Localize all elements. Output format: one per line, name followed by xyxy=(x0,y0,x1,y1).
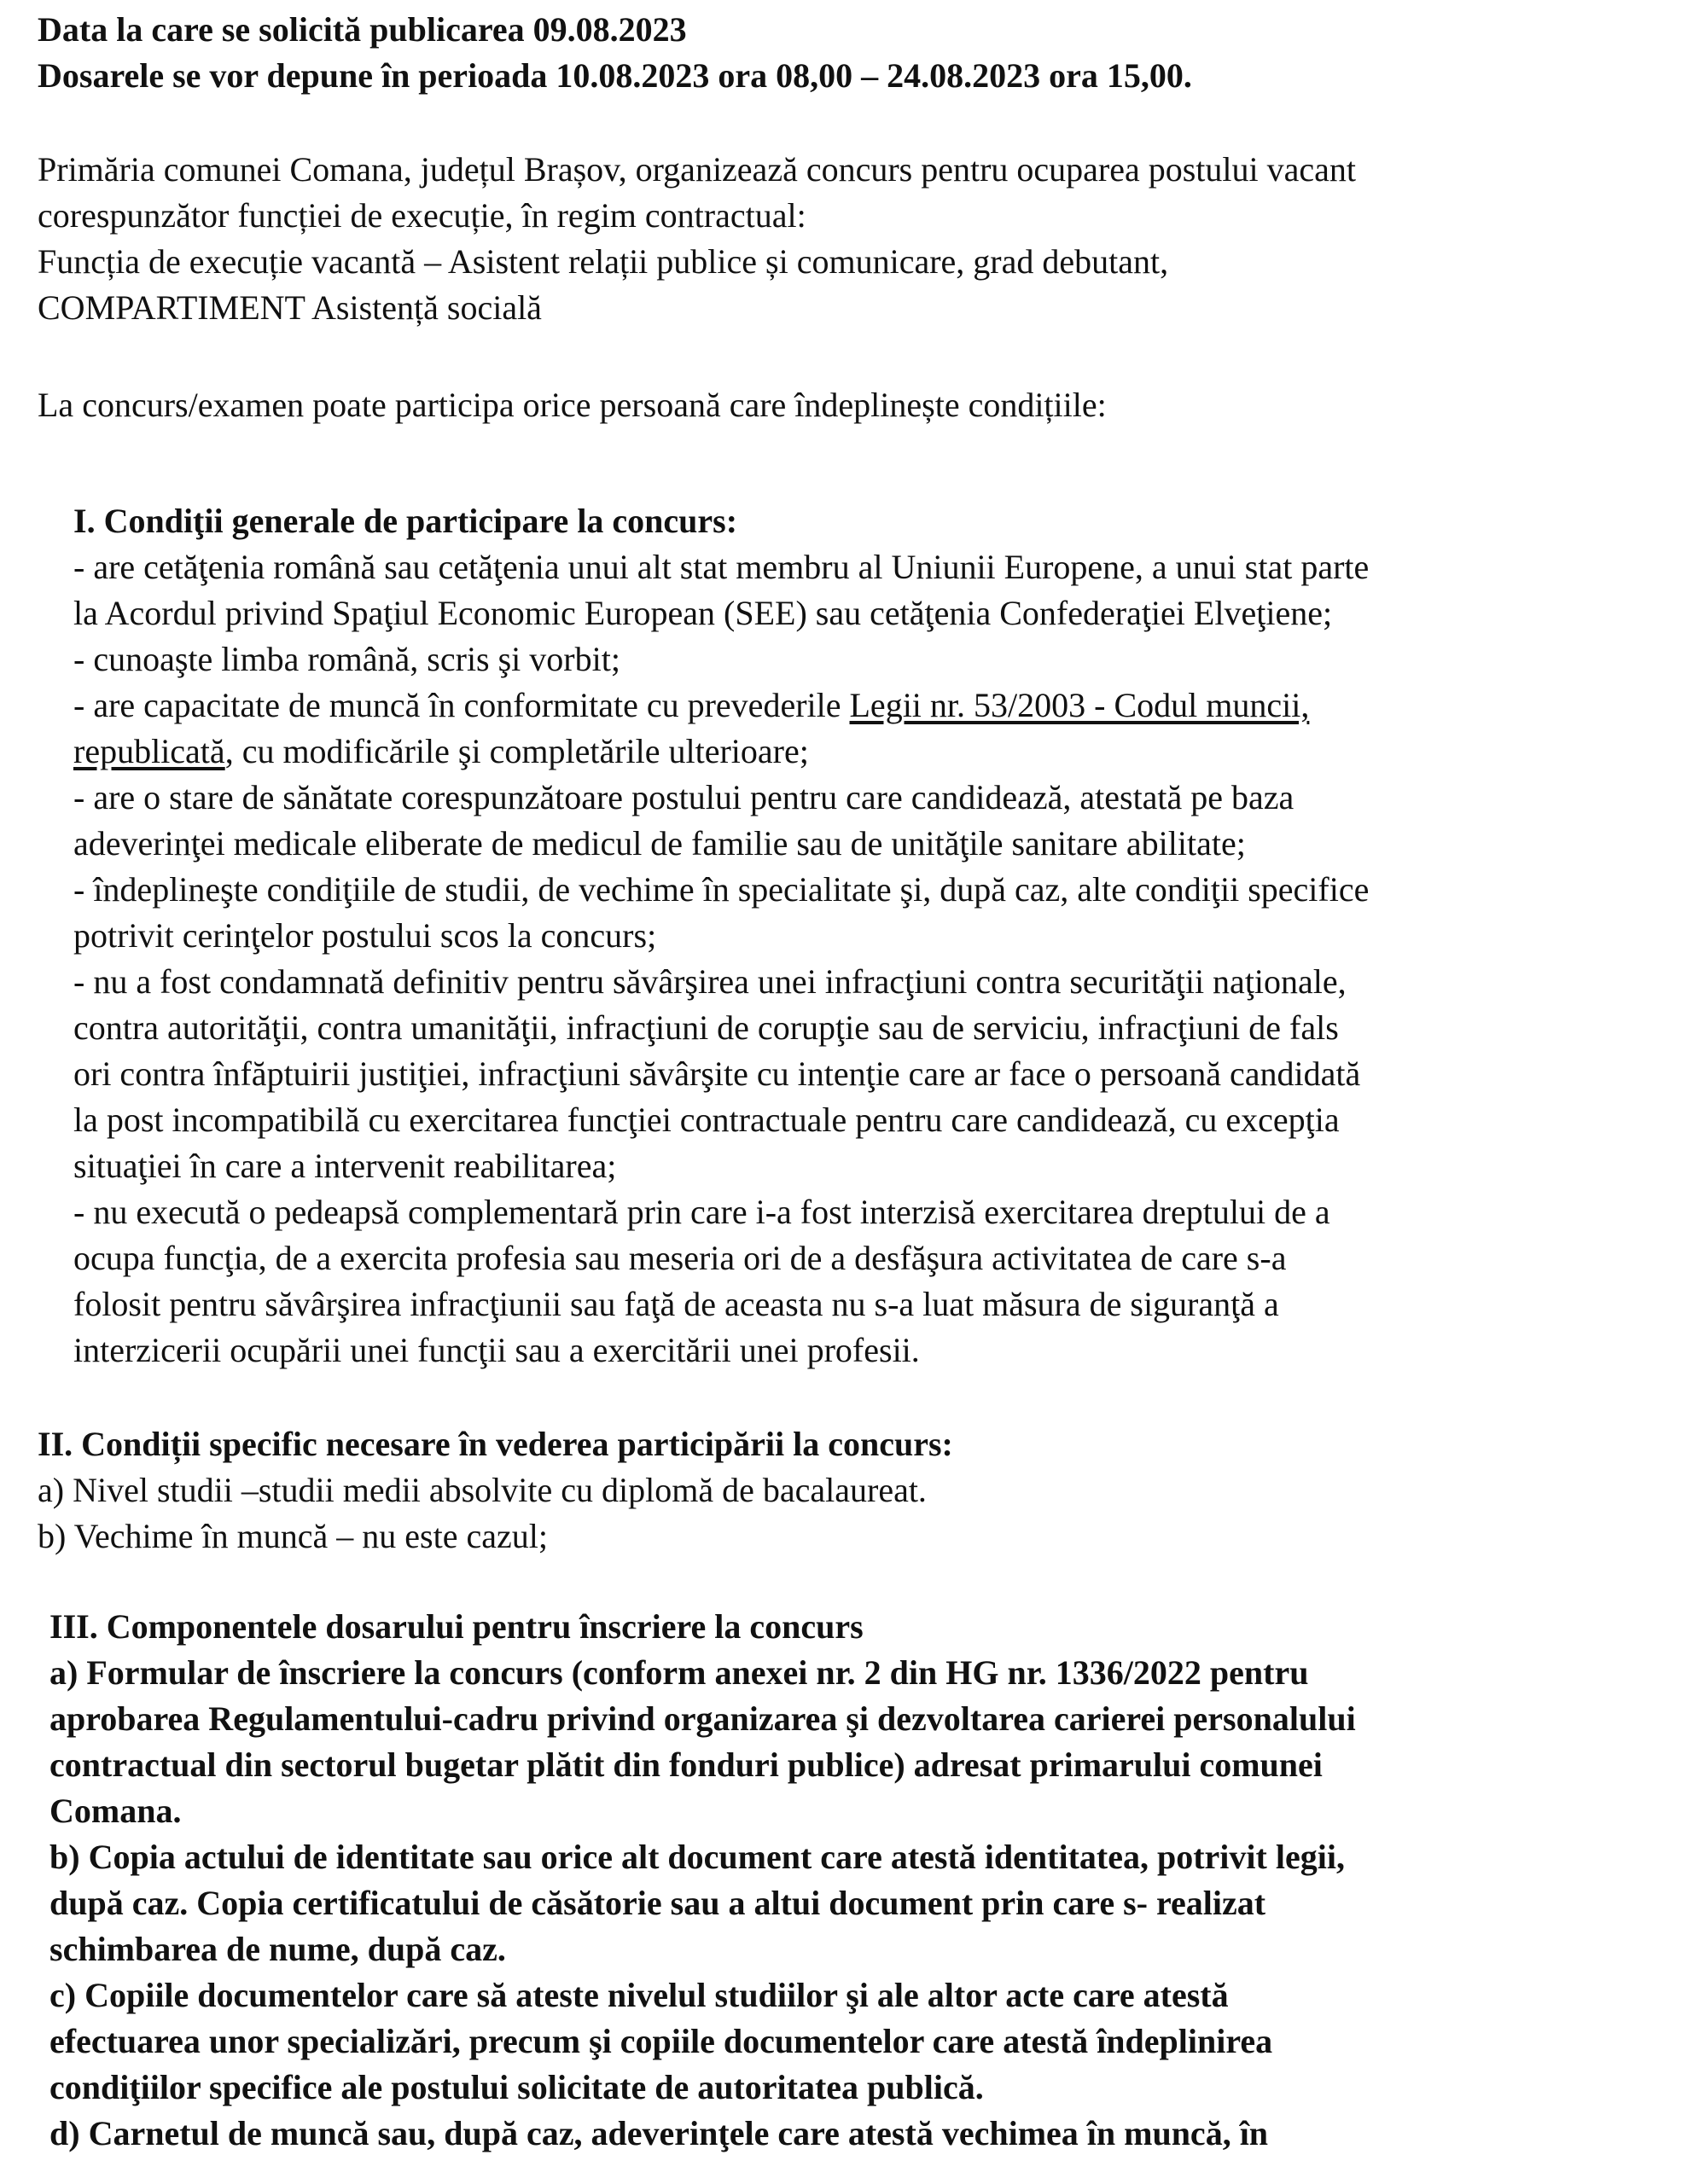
condition-line: - nu a fost condamnată definitiv pentru săvârşirea unei infracţiuni contra securităţii naţionale, xyxy=(73,962,1347,1001)
intro-line: Primăria comunei Comana, județul Brașov, organizează concurs pentru ocuparea postului vacant xyxy=(38,150,1357,189)
component-line: efectuarea unor specializări, precum şi copiile documentelor care atestă îndeplinirea xyxy=(49,2022,1273,2060)
condition-line: potrivit cerinţelor postului scos la concurs; xyxy=(73,916,657,955)
condition-line: ocupa funcţia, de a exercita profesia sau meseria ori de a desfăşura activitatea de care s-a xyxy=(73,1239,1287,1277)
condition-line xyxy=(73,729,1369,775)
condition-line: - are o stare de sănătate corespunzătoare postului pentru care candidează, atestată pe baza xyxy=(73,778,1294,816)
component-line: schimbarea de nume, după caz. xyxy=(49,1930,506,1968)
intro-line: COMPARTIMENT Asistență socială xyxy=(38,288,542,327)
condition-line: - cunoaşte limba română, scris şi vorbit; xyxy=(73,640,620,678)
component-line: a) Formular de înscriere la concurs (conform anexei nr. 2 din HG nr. 1336/2022 pentru xyxy=(49,1653,1309,1692)
section-general-conditions xyxy=(73,498,1369,1374)
section-title: III. Componentele dosarului pentru înscriere la concurs xyxy=(49,1607,864,1646)
intro-line: corespunzător funcției de execuție, în regim contractual: xyxy=(38,196,806,235)
announcement-header xyxy=(38,7,1192,99)
condition-line: situaţiei în care a intervenit reabilitarea; xyxy=(73,1147,617,1185)
publication-date-line: Data la care se solicită publicarea 09.08.2023 xyxy=(38,10,687,49)
condition-line: la post incompatibilă cu exercitarea funcţiei contractuale pentru care candidează, cu excepţia xyxy=(73,1101,1340,1139)
condition-line: b) Vechime în muncă – nu este cazul; xyxy=(38,1517,548,1555)
submission-period-line: Dosarele se vor depune în perioada 10.08.2023 ora 08,00 – 24.08.2023 ora 15,00. xyxy=(38,56,1192,95)
condition-line: a) Nivel studii –studii medii absolvite cu diplomă de bacalaureat. xyxy=(38,1471,927,1509)
section-file-components xyxy=(49,1604,1356,2157)
component-line: d) Carnetul de muncă sau, după caz, adeverinţele care atestă vechimea în muncă, în xyxy=(49,2114,1269,2152)
section-title: I. Condiţii generale de participare la concurs: xyxy=(73,502,738,540)
eligibility-paragraph xyxy=(38,382,1107,428)
component-line: b) Copia actului de identitate sau orice alt document care atestă identitatea, potrivit legii, xyxy=(49,1838,1345,1876)
condition-text: - are capacitate de muncă în conformitate cu prevederile xyxy=(73,686,850,724)
condition-text: , cu modificările şi completările ulterioare; xyxy=(224,732,809,770)
condition-line: interzicerii ocupării unei funcţii sau a exercitării unei profesii. xyxy=(73,1331,920,1369)
condition-line: folosit pentru săvârşirea infracţiunii sau faţă de aceasta nu s-a luat măsura de siguranţă a xyxy=(73,1285,1279,1323)
condition-line: - îndeplineşte condiţiile de studii, de vechime în specialitate şi, după caz, alte condiţii specifice xyxy=(73,870,1370,909)
eligibility-line: La concurs/examen poate participa orice persoană care îndeplinește condițiile: xyxy=(38,386,1107,424)
component-line: condiţiilor specifice ale postului solicitate de autoritatea publică. xyxy=(49,2068,984,2106)
intro-line: Funcția de execuție vacantă – Asistent relații publice și comunicare, grad debutant, xyxy=(38,242,1169,281)
condition-line: la Acordul privind Spaţiul Economic European (SEE) sau cetăţenia Confederaţiei Elveţiene; xyxy=(73,594,1333,632)
condition-line: adeverinţei medicale eliberate de medicul de familie sau de unităţile sanitare abilitate; xyxy=(73,824,1246,863)
component-line: Comana. xyxy=(49,1792,182,1830)
section-title: II. Condiții specific necesare în vederea participării la concurs: xyxy=(38,1425,953,1463)
component-line: aprobarea Regulamentului-cadru privind organizarea şi dezvoltarea carierei personalului xyxy=(49,1699,1356,1738)
law-link[interactable]: Legii nr. 53/2003 - Codul muncii, xyxy=(849,686,1310,724)
component-line: c) Copiile documentelor care să ateste nivelul studiilor şi ale altor acte care atestă xyxy=(49,1976,1229,2014)
condition-line xyxy=(73,682,1369,729)
condition-line: - nu execută o pedeapsă complementară prin care i-a fost interzisă exercitarea dreptului de a xyxy=(73,1193,1330,1231)
condition-line: ori contra înfăptuirii justiţiei, infracţiuni săvârşite cu intenţie care ar face o persoană candidată xyxy=(73,1054,1361,1093)
law-link-continuation[interactable]: republicată xyxy=(73,732,225,770)
condition-line: contra autorităţii, contra umanităţii, infracţiuni de corupţie sau de serviciu, infracţiuni de fals xyxy=(73,1008,1339,1047)
section-specific-conditions xyxy=(38,1421,953,1560)
component-line: după caz. Copia certificatului de căsătorie sau a altui document prin care s- realizat xyxy=(49,1884,1266,1922)
condition-line: - are cetăţenia română sau cetăţenia unui alt stat membru al Uniunii Europene, a unui stat parte xyxy=(73,548,1370,586)
component-line: contractual din sectorul bugetar plătit din fonduri publice) adresat primarului comunei xyxy=(49,1745,1323,1784)
intro-paragraph xyxy=(38,147,1356,331)
